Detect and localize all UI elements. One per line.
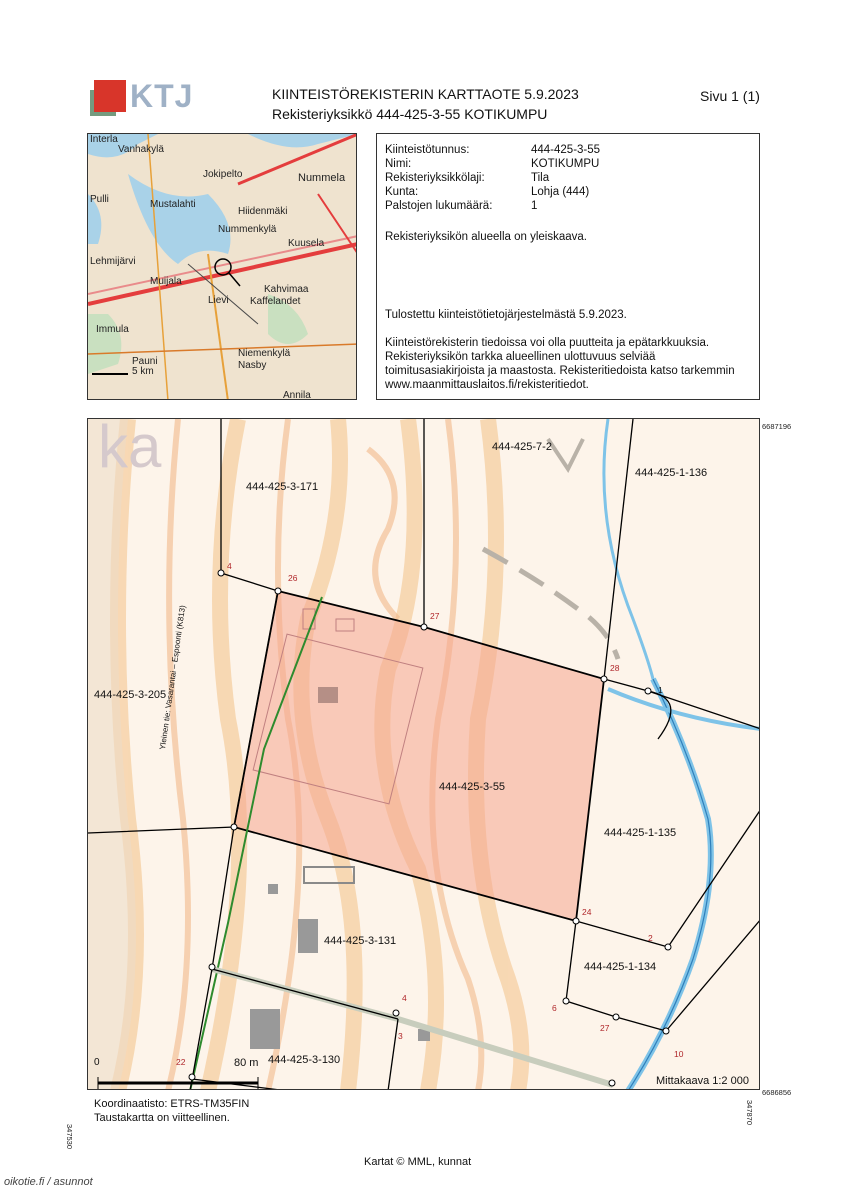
info-label: Kiinteistötunnus: <box>385 144 470 156</box>
place-nasby: Nasby <box>238 360 267 371</box>
place-mustalahti: Mustalahti <box>150 199 196 210</box>
place-nummela: Nummela <box>298 172 346 184</box>
map-credits: Kartat © MML, kunnat <box>364 1156 472 1168</box>
place-kahvimaa: Kahvimaa <box>264 284 309 295</box>
parcel-label: 444-425-3-171 <box>246 481 319 493</box>
point-number: 4 <box>227 561 232 571</box>
disclaimer-line: toimitusasiakirjoista ja maastosta. Rekisteritiedoista katso tarkemmin <box>385 365 735 377</box>
background-place-name: ka <box>98 419 162 480</box>
info-panel <box>376 133 760 400</box>
info-label: Palstojen lukumäärä: <box>385 200 493 212</box>
info-value: Tila <box>531 172 550 184</box>
overview-scale-label: 5 km <box>132 366 154 377</box>
place-pulli: Pulli <box>90 194 109 205</box>
disclaimer-line: www.maanmittauslaitos.fi/rekisteritiedot. <box>385 379 589 391</box>
road-label: Yleinen tie: Vasarantai – Espoonti (K813) <box>158 604 188 751</box>
scale-bar-label: 80 m <box>234 1057 259 1069</box>
info-value: Lohja (444) <box>531 186 590 198</box>
background-note: Taustakartta on viitteellinen. <box>94 1112 230 1124</box>
parcel-label: 444-425-3-130 <box>268 1054 341 1066</box>
document-title: KIINTEISTÖREKISTERIN KARTTAOTE 5.9.2023 <box>272 86 579 102</box>
parcel-label: 444-425-3-205 <box>94 689 167 701</box>
map-scale: Mittakaava 1:2 000 <box>656 1075 749 1087</box>
info-label: Rekisteriyksikkölaji: <box>385 172 485 184</box>
target-parcel-label: 444-425-3-55 <box>439 781 506 793</box>
printed-note: Tulostettu kiinteistötietojärjestelmästä 5.9.2023. <box>385 309 627 321</box>
place-pauni: Pauni <box>132 356 158 367</box>
info-value: 1 <box>531 200 538 212</box>
point-number: 28 <box>610 663 620 673</box>
disclaimer-line: Kiinteistörekisterin tiedoissa voi olla puutteita ja epätarkkuuksia. <box>385 337 710 349</box>
place-niemenkyla: Niemenkylä <box>238 348 291 359</box>
parcel-map-graphics <box>88 419 760 1090</box>
point-number: 27 <box>600 1023 610 1033</box>
place-vanhakyla: Vanhakylä <box>118 144 164 155</box>
coord-bottom-right-vertical: 347870 <box>745 1100 754 1126</box>
parcel-label: 444-425-1-135 <box>604 827 677 839</box>
place-immula: Immula <box>96 324 129 335</box>
parcel-map <box>87 418 760 1090</box>
scale-bar-zero: 0 <box>94 1057 100 1068</box>
info-value: 444-425-3-55 <box>531 144 601 156</box>
point-number: 22 <box>176 1057 186 1067</box>
place-lehmijarvi: Lehmijärvi <box>90 256 136 267</box>
watermark: oikotie.fi / asunnot <box>4 1176 93 1188</box>
info-value: KOTIKUMPU <box>531 158 600 170</box>
coord-bottom-right: 6686856 <box>762 1088 792 1097</box>
parcel-label: 444-425-3-131 <box>324 935 397 947</box>
parcel-label: 444-425-1-134 <box>584 961 657 973</box>
coord-top-right: 6687196 <box>762 422 792 431</box>
parcel-label: 444-425-1-136 <box>635 467 708 479</box>
place-kuusela: Kuusela <box>288 238 325 249</box>
place-annila: Annila <box>283 390 311 400</box>
document-subtitle: Rekisteriyksikkö 444-425-3-55 KOTIKUMPU <box>272 106 548 122</box>
coord-bottom-left: 347530 <box>65 1124 74 1150</box>
page-number: Sivu 1 (1) <box>700 88 760 104</box>
point-number: 1 <box>658 685 663 695</box>
place-lievi: Lievi <box>208 295 229 306</box>
parcel-label: 444-425-7-2 <box>492 441 552 453</box>
point-number: 3 <box>398 1031 403 1041</box>
point-number: 27 <box>430 611 440 621</box>
disclaimer-line: Rekisteriyksikön tarkka alueellinen ulottuvuus selviää <box>385 351 656 363</box>
logo-text: KTJ <box>130 78 194 114</box>
info-label: Kunta: <box>385 186 419 198</box>
point-number: 2 <box>648 933 653 943</box>
point-number: 6 <box>552 1003 557 1013</box>
place-hiidenmaki: Hiidenmäki <box>238 206 288 217</box>
overview-map <box>87 133 357 400</box>
point-number: 10 <box>674 1049 684 1059</box>
place-muijala: Muijala <box>150 276 182 287</box>
info-label: Nimi: <box>385 158 412 170</box>
place-jokipelto: Jokipelto <box>203 169 243 180</box>
point-number: 24 <box>582 907 592 917</box>
coordinate-system: Koordinaatisto: ETRS-TM35FIN <box>94 1098 250 1110</box>
plan-note: Rekisteriyksikön alueella on yleiskaava. <box>385 231 587 243</box>
point-number: 26 <box>288 573 298 583</box>
point-number: 4 <box>402 993 407 1003</box>
place-kaffelandet: Kaffelandet <box>250 296 301 307</box>
ktj-logo <box>94 80 204 120</box>
place-interla: Interla <box>90 134 118 145</box>
place-nummenkyla: Nummenkylä <box>218 224 277 235</box>
